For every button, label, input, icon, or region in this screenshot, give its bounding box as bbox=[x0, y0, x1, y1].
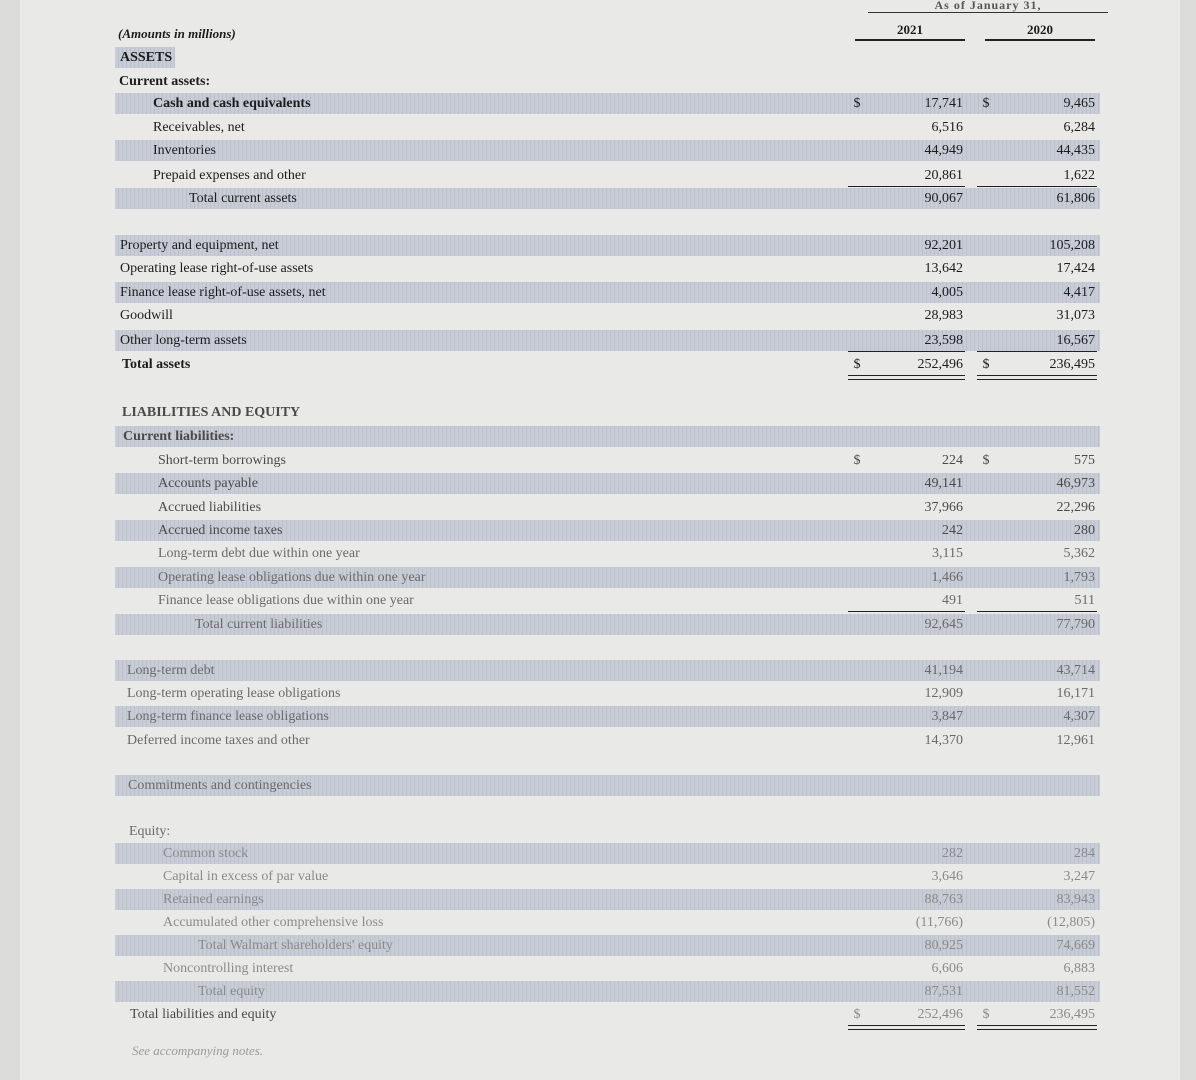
table-row: Common stock 282 284 bbox=[115, 843, 1100, 864]
table-row: Total assets $ 252,496 $ 236,495 bbox=[122, 357, 1095, 372]
double-rule bbox=[977, 375, 1097, 380]
table-row: Other long-term assets 23,598 16,567 bbox=[115, 330, 1100, 351]
double-rule bbox=[977, 1025, 1097, 1030]
table-row: Cash and cash equivalents $ 17,741 $ 9,465 bbox=[115, 93, 1100, 114]
table-row: Long-term debt due within one year 3,115 5,362 bbox=[158, 546, 1095, 561]
liabilities-heading: LIABILITIES AND EQUITY bbox=[122, 405, 301, 420]
table-row: Receivables, net 6,516 6,284 bbox=[153, 120, 1095, 135]
current-liabilities-heading: Current liabilities: bbox=[115, 426, 1100, 447]
table-row: Accrued liabilities 37,966 22,296 bbox=[158, 500, 1095, 515]
footer-note: See accompanying notes. bbox=[132, 1043, 264, 1058]
table-row: Deferred income taxes and other 14,370 12,961 bbox=[127, 733, 1095, 748]
table-row: Total equity 87,531 81,552 bbox=[115, 981, 1100, 1002]
table-row: Total current liabilities 92,645 77,790 bbox=[115, 614, 1100, 635]
table-row: Operating lease obligations due within one year 1,466 1,793 bbox=[115, 567, 1100, 588]
table-row: Finance lease right-of-use assets, net 4,005 4,417 bbox=[115, 282, 1100, 303]
current-assets-heading: Current assets: bbox=[119, 74, 211, 89]
assets-heading: ASSETS bbox=[115, 47, 175, 68]
year-2021-header: 2021 bbox=[855, 22, 965, 41]
table-row: Long-term finance lease obligations 3,847 4,307 bbox=[115, 706, 1100, 727]
table-row: Capital in excess of par value 3,646 3,247 bbox=[163, 869, 1095, 884]
table-row: Operating lease right-of-use assets 13,642 17,424 bbox=[120, 261, 1095, 276]
year-2020-header: 2020 bbox=[985, 22, 1095, 41]
table-row: Goodwill 28,983 31,073 bbox=[120, 308, 1095, 323]
equity-heading: Equity: bbox=[129, 824, 171, 839]
table-row: Long-term debt 41,194 43,714 bbox=[115, 660, 1100, 681]
table-row: Noncontrolling interest 6,606 6,883 bbox=[163, 961, 1095, 976]
table-row: Property and equipment, net 92,201 105,208 bbox=[115, 235, 1100, 256]
rule bbox=[848, 611, 965, 612]
rule bbox=[848, 186, 965, 187]
table-row: Long-term operating lease obligations 12,909 16,171 bbox=[127, 686, 1095, 701]
rule bbox=[977, 186, 1097, 187]
table-row: Total current assets 90,067 61,806 bbox=[115, 188, 1100, 209]
table-row: Total Walmart shareholders' equity 80,925 74,669 bbox=[115, 935, 1100, 956]
table-row: Accounts payable 49,141 46,973 bbox=[115, 473, 1100, 494]
table-row: Accrued income taxes 242 280 bbox=[115, 520, 1100, 541]
table-row: Inventories 44,949 44,435 bbox=[115, 140, 1100, 161]
table-row: Total liabilities and equity $ 252,496 $ 236,495 bbox=[130, 1007, 1095, 1022]
table-row: Finance lease obligations due within one year 491 511 bbox=[158, 593, 1095, 608]
table-row: Short-term borrowings $ 224 $ 575 bbox=[158, 453, 1095, 468]
rule bbox=[977, 351, 1097, 352]
double-rule bbox=[848, 375, 965, 380]
table-row: Retained earnings 88,763 83,943 bbox=[115, 889, 1100, 910]
rule bbox=[977, 611, 1097, 612]
double-rule bbox=[848, 1025, 965, 1030]
commitments-row: Commitments and contingencies bbox=[115, 775, 1100, 796]
table-row: Accumulated other comprehensive loss (11,766) (12,805) bbox=[163, 915, 1095, 930]
amounts-note: (Amounts in millions) bbox=[118, 26, 236, 41]
period-label: As of January 31, bbox=[868, 0, 1108, 13]
rule bbox=[848, 351, 965, 352]
table-row: Prepaid expenses and other 20,861 1,622 bbox=[153, 168, 1095, 183]
